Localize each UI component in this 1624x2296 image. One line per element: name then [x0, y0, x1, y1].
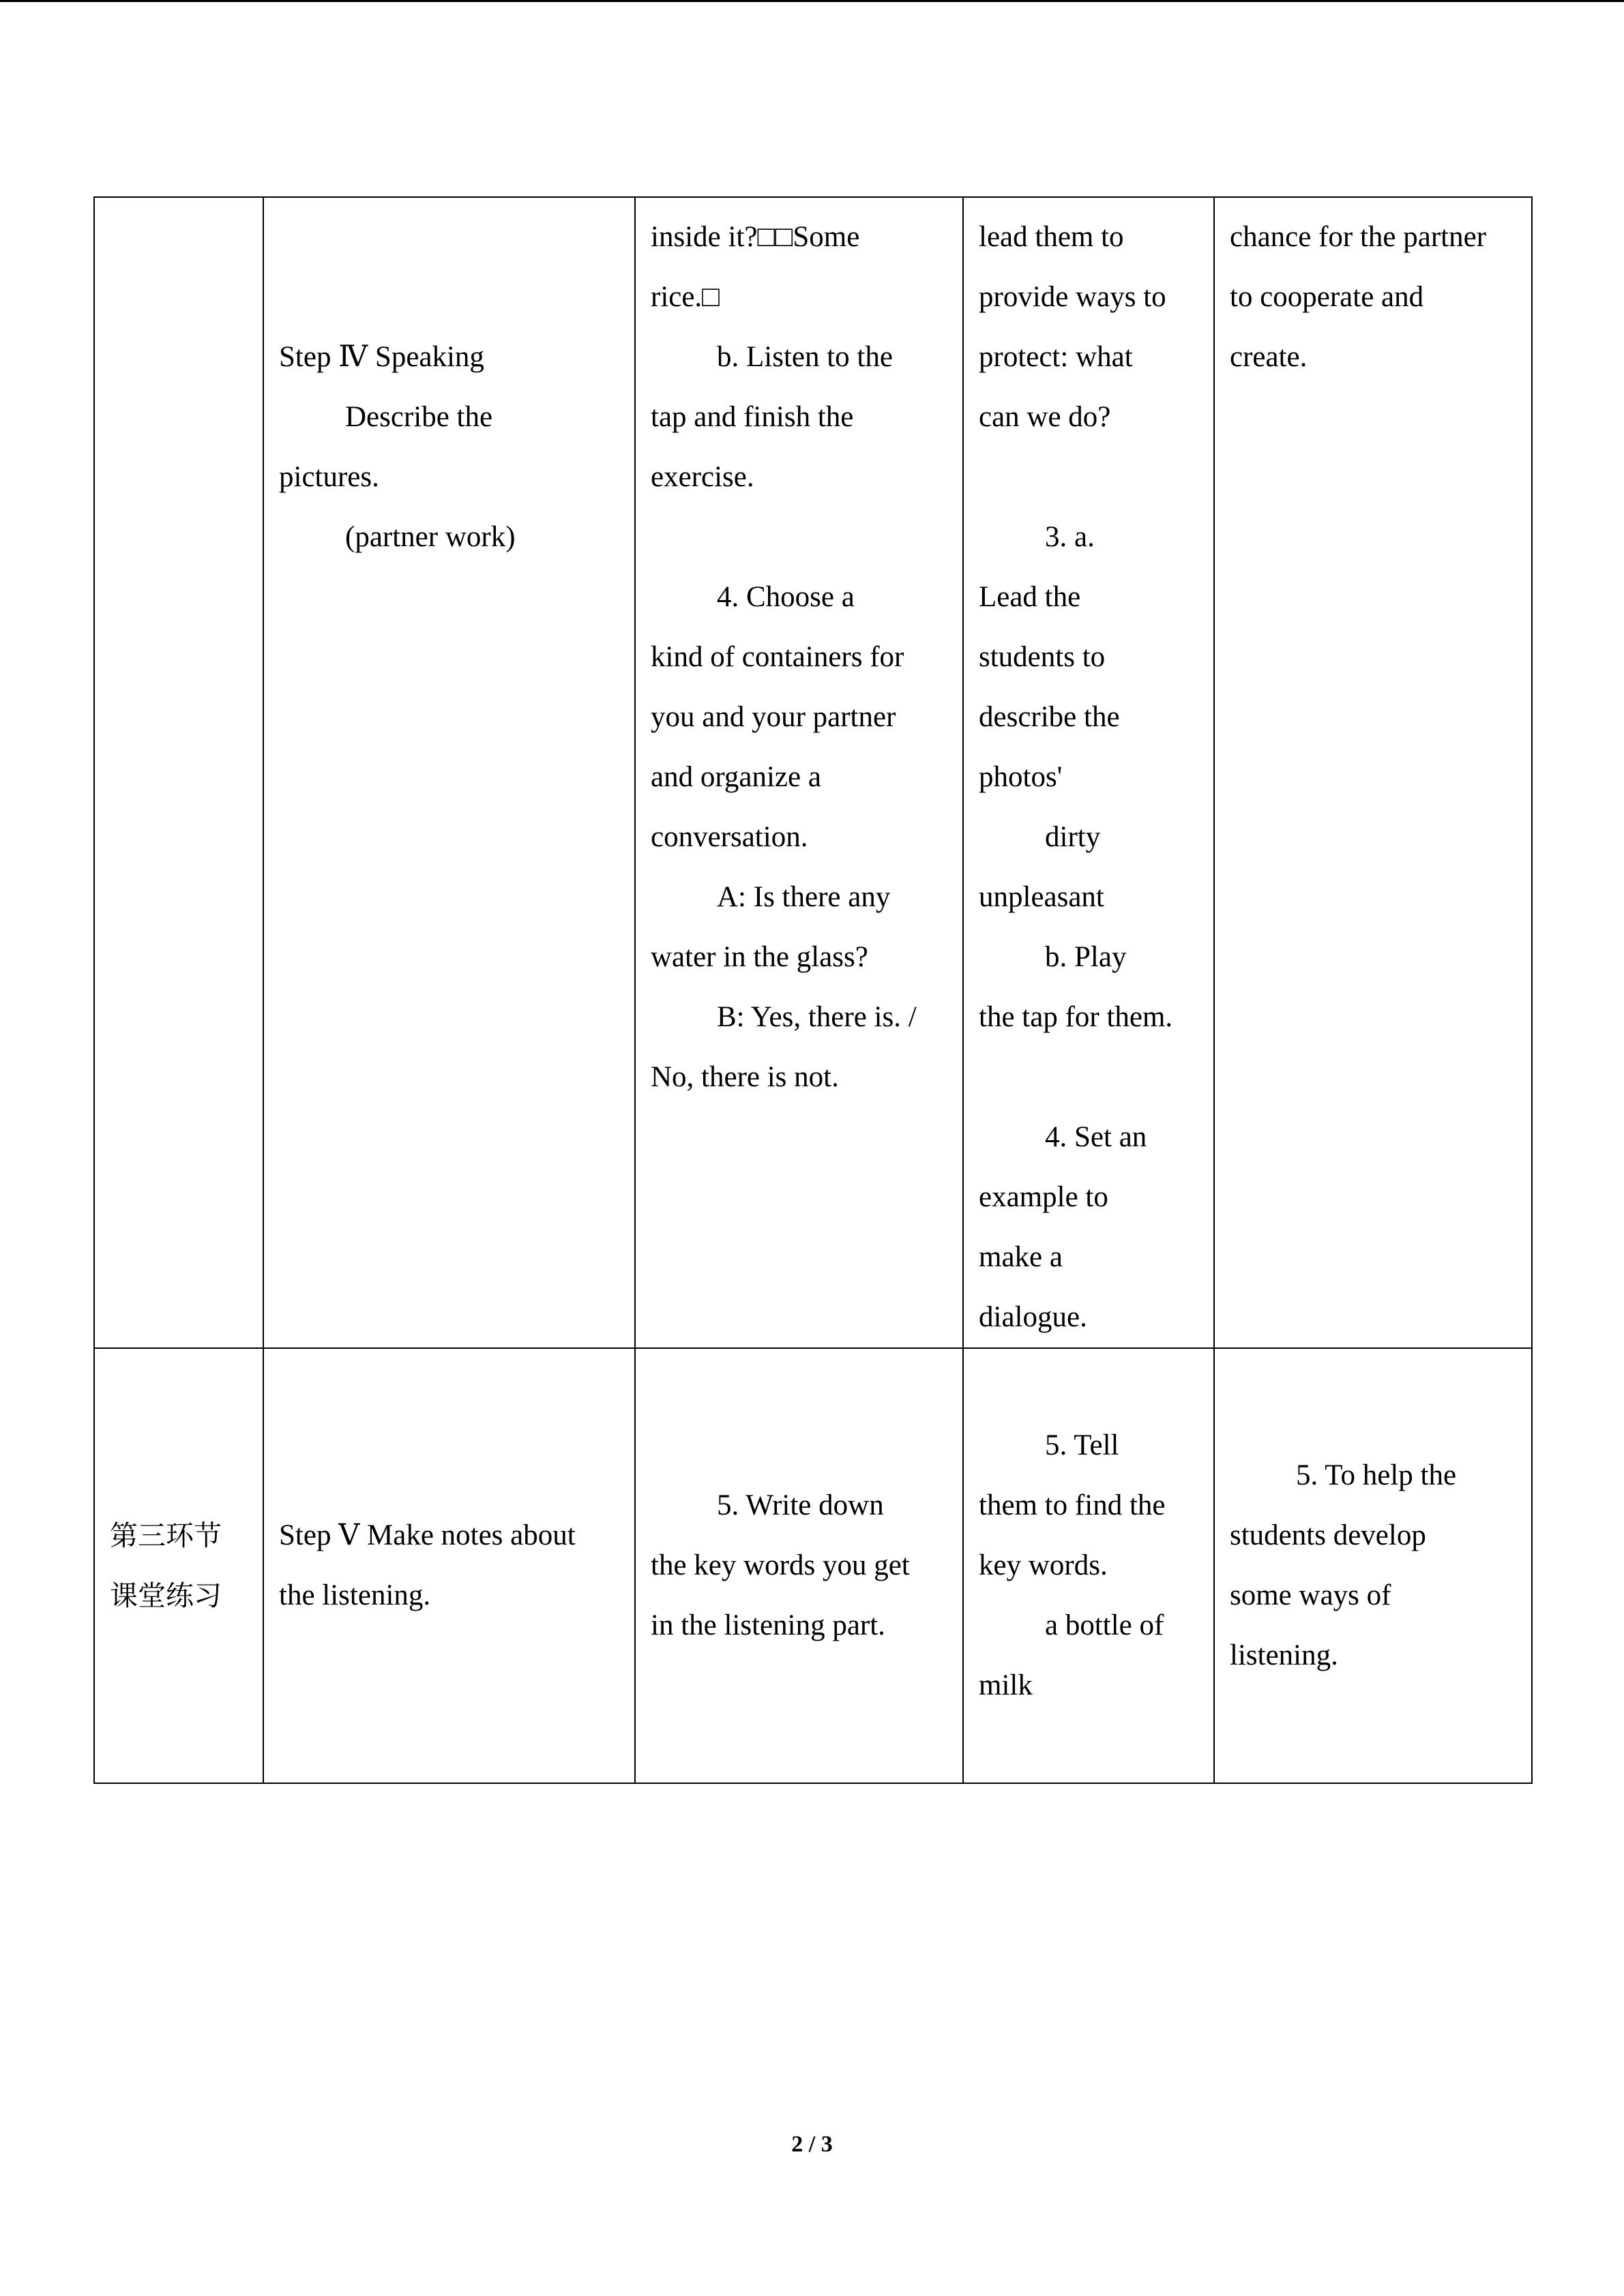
student-activity-cell: inside it?□□Some rice.□ b. Listen to the tap and finish the exercise. 4. Choose a kind of containers for you and your partner and organize a conversation. A: Is there any water in the glass? B: Yes, there is. / No, there is not. [635, 197, 963, 1348]
purpose-cell: 5. To help the students develop some ways of listening. [1214, 1348, 1532, 1783]
stage-cell [94, 197, 263, 1348]
step-cell: Step Ⅳ Speaking Describe the pictures. (partner work) [263, 197, 635, 1348]
purpose-cell: chance for the partner to cooperate and create. [1214, 197, 1532, 1348]
student-activity-cell: 5. Write down the key words you get in the listening part. [635, 1348, 963, 1783]
step-cell: Step Ⅴ Make notes about the listening. [263, 1348, 635, 1783]
stage-cell: 第三环节 课堂练习 [94, 1348, 263, 1783]
page-number: 2 / 3 [791, 2132, 833, 2157]
teacher-activity-cell: lead them to provide ways to protect: what can we do? 3. a. Lead the students to describe the photos' dirty unpleasant b. Play the tap for them. 4. Set an example to make a dialogue. [963, 197, 1214, 1348]
table-row [94, 197, 1532, 1348]
top-border-line [0, 0, 1624, 2]
table-row [94, 1348, 1532, 1783]
step-title: Step Ⅴ Make notes about [279, 1519, 576, 1551]
step-title: Step Ⅳ Speaking [279, 341, 484, 373]
teacher-activity-cell: 5. Tell them to find the key words. a bottle of milk [963, 1348, 1214, 1783]
lesson-plan-table [93, 196, 1533, 1784]
